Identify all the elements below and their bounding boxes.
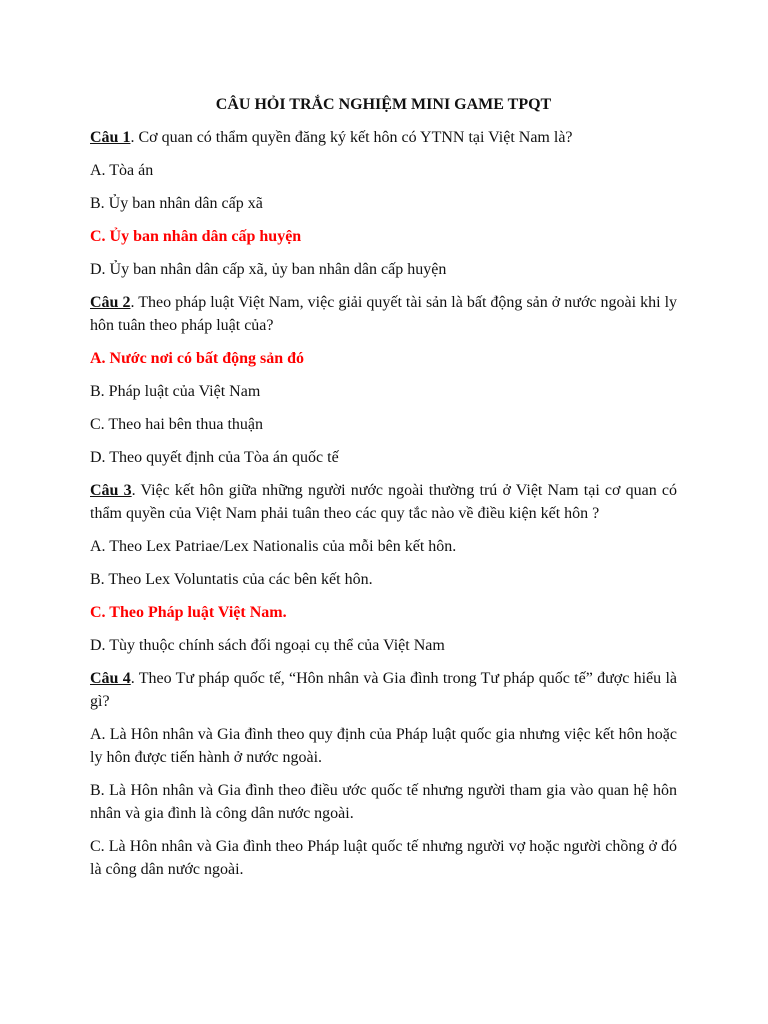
question-1-label: Câu 1 [90,129,131,146]
question-4-option-c: C. Là Hôn nhân và Gia đình theo Pháp luật quốc tế nhưng người vợ hoặc người chồng ở đó là công dân nước ngoài. [90,838,677,878]
question-3-text: . Việc kết hôn giữa những người nước ngoài thường trú ở Việt Nam tại cơ quan có thẩm quyền của Việt Nam phải tuân theo các quy tắc nào về điều kiện kết hôn ? [90,482,678,522]
question-3-option-a: A. Theo Lex Patriae/Lex Nationalis của mỗi bên kết hôn. [90,538,457,555]
question-2 [90,291,677,337]
question-2-option-c: C. Theo hai bên thua thuận [90,416,263,433]
document-page [90,93,677,891]
question-3-option-b: B. Theo Lex Voluntatis của các bên kết hôn. [90,571,373,588]
question-3-option-d: D. Tùy thuộc chính sách đối ngoại cụ thể của Việt Nam [90,637,445,654]
question-1-option-d: D. Ủy ban nhân dân cấp xã, ủy ban nhân dân cấp huyện [90,261,447,278]
question-3-option-c-correct: C. Theo Pháp luật Việt Nam. [90,604,287,621]
question-4-option-b: B. Là Hôn nhân và Gia đình theo điều ước quốc tế nhưng người tham gia vào quan hệ hôn nhân và gia đình là công dân nước ngoài. [90,782,677,822]
question-2-label: Câu 2 [90,294,131,311]
question-2-text: . Theo pháp luật Việt Nam, việc giải quyết tài sản là bất động sản ở nước ngoài khi ly hôn tuân theo pháp luật của? [90,294,678,334]
question-1 [90,126,677,149]
question-2-option-d: D. Theo quyết định của Tòa án quốc tế [90,449,339,466]
page-title: CÂU HỎI TRẮC NGHIỆM MINI GAME TPQT [215,96,552,113]
question-3 [90,479,677,525]
question-1-text: . Cơ quan có thẩm quyền đăng ký kết hôn có YTNN tại Việt Nam là? [130,129,573,146]
question-4 [90,667,677,713]
question-4-option-a: A. Là Hôn nhân và Gia đình theo quy định của Pháp luật quốc gia nhưng việc kết hôn hoặc ly hôn được tiến hành ở nước ngoài. [90,726,677,766]
question-4-text: . Theo Tư pháp quốc tế, “Hôn nhân và Gia đình trong Tư pháp quốc tế” được hiểu là gì? [90,670,677,710]
question-1-option-c-correct: C. Ủy ban nhân dân cấp huyện [90,228,302,245]
question-1-option-a: A. Tòa án [90,162,154,179]
question-3-label: Câu 3 [90,482,132,499]
question-1-option-b: B. Ủy ban nhân dân cấp xã [90,195,263,212]
question-2-option-b: B. Pháp luật của Việt Nam [90,383,261,400]
question-2-option-a-correct: A. Nước nơi có bất động sản đó [90,350,305,367]
question-4-label: Câu 4 [90,670,131,687]
